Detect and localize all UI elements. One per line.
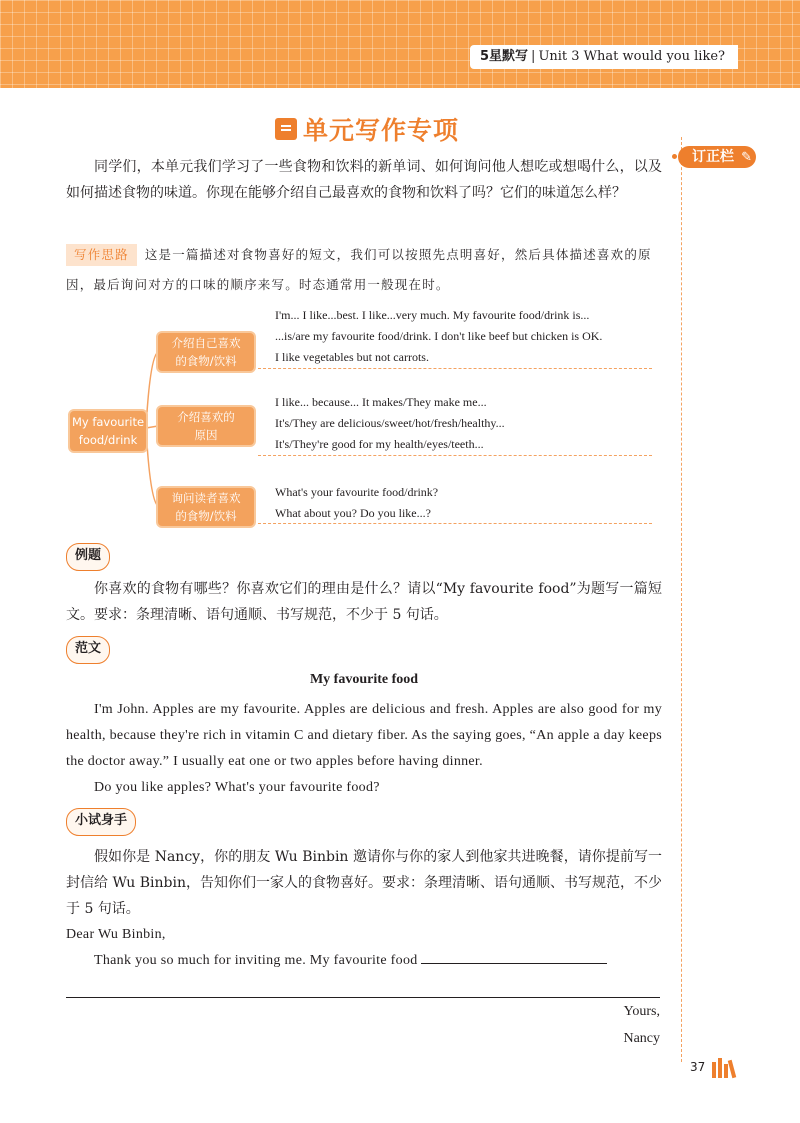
practice-paragraph	[66, 844, 662, 922]
model-essay-tag: 范文	[66, 636, 110, 664]
unit-title: Unit 3 What would you like?	[538, 49, 725, 64]
model-essay-title: My favourite food	[309, 672, 419, 687]
answer-line[interactable]	[66, 997, 660, 998]
example-text: 你喜欢的食物有哪些？你喜欢它们的理由是什么？请以“My favourite food”为题写一篇短文。要求：条理清晰、语句通顺、书写规范，不少于 5 句话。	[66, 581, 662, 623]
example-paragraph	[66, 576, 662, 628]
intro-text: 同学们，本单元我们学习了一些食物和饮料的新单词、如何询问他人想吃或想喝什么，以及如何描述食物的味道。你现在能够介绍自己最喜欢的食物和饮料了吗？它们的味道怎么样？	[66, 159, 662, 201]
mindmap-branch-1	[156, 331, 256, 373]
branch-1-line-2: ...is/are my favourite food/drink. I don't like beef but chicken is OK.	[275, 329, 603, 343]
mindmap-center	[68, 409, 148, 453]
branch-2-line-3: It's/They're good for my health/eyes/teeth...	[275, 437, 484, 451]
answer-blank[interactable]	[421, 949, 607, 964]
books-icon	[712, 1058, 734, 1078]
branch-2-divider	[258, 455, 652, 456]
branch-3-line-1: What's your favourite food/drink?	[275, 485, 439, 499]
letter-closing: Yours,	[623, 1004, 660, 1019]
branch-2-line-1: I like... because... It makes/They make me...	[275, 395, 487, 409]
letter-opening-line	[66, 948, 662, 974]
model-essay-paragraph-1: I'm John. Apples are my favourite. Apples are delicious and fresh. Apples are also good for my health, because they're rich in vitamin C and dietary fiber. As the saying goes, “An apple a day keeps the doctor away.” I usually eat one or two apples before having dinner.	[66, 702, 662, 769]
pencil-icon: ✎	[741, 150, 752, 165]
letter-greeting: Dear Wu Binbin,	[66, 927, 166, 942]
writing-idea-tag: 写作思路	[66, 244, 137, 266]
branch-2-line-2: It's/They are delicious/sweet/hot/fresh/healthy...	[275, 416, 505, 430]
page-number: 37	[690, 1060, 706, 1074]
branch-1-label-line1: 介绍自己喜欢	[171, 336, 241, 350]
practice-text: 假如你是 Nancy，你的朋友 Wu Binbin 邀请你与你的家人到他家共进晚餐，请你提前写一封信给 Wu Binbin，告知你们一家人的食物喜好。要求：条理清晰、语句通顺、书写规范，不少于 5 句话。	[66, 849, 662, 917]
correction-label-text: 订正栏	[692, 149, 734, 165]
writing-idea-text: 这是一篇描述对食物喜好的短文，我们可以按照先点明喜好，然后具体描述喜欢的原因，最后询问对方的口味的顺序来写。时态通常用一般现在时。	[66, 247, 652, 292]
mindmap-center-line1: My favourite	[71, 415, 145, 429]
branch-2-label-line2: 原因	[194, 428, 218, 442]
mindmap-center-line2: food/drink	[78, 433, 138, 447]
model-essay-paragraph-2: Do you like apples? What's your favourite food?	[94, 780, 380, 795]
branch-1-line-3: I like vegetables but not carrots.	[275, 350, 429, 364]
branch-3-divider	[258, 523, 652, 524]
letter-opening-text: Thank you so much for inviting me. My favourite food	[94, 953, 418, 968]
branch-1-divider	[258, 368, 652, 369]
model-essay-body	[66, 697, 662, 801]
letter-signature: Nancy	[623, 1031, 660, 1046]
practice-tag: 小试身手	[66, 808, 136, 836]
example-tag: 例题	[66, 543, 110, 571]
branch-1-line-1: I'm... I like...best. I like...very much. My favourite food/drink is...	[275, 308, 590, 322]
page-title: 单元写作专项	[303, 116, 460, 145]
branch-2-label-line1: 介绍喜欢的	[177, 410, 235, 424]
branch-3-label-line1: 询问读者喜欢	[171, 491, 241, 505]
branch-3-line-2: What about you? Do you like...?	[275, 506, 431, 520]
header-separator: |	[531, 49, 536, 64]
branch-3-label-line2: 的食物/饮料	[175, 509, 237, 523]
book-badge: 5星默写	[480, 49, 529, 64]
branch-1-label-line2: 的食物/饮料	[175, 354, 237, 368]
mindmap-branch-3	[156, 486, 256, 528]
mindmap-branch-2	[156, 405, 256, 447]
letter-body	[66, 922, 662, 974]
